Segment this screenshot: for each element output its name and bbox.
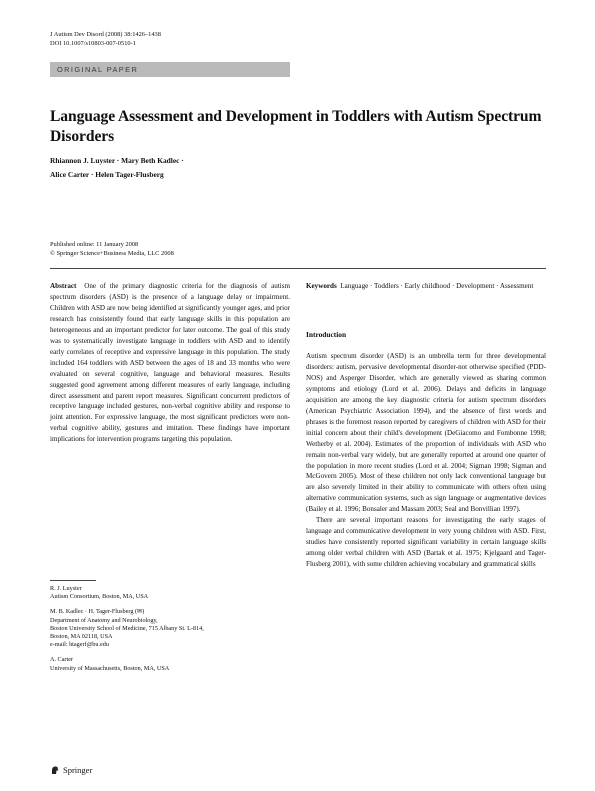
affiliations — [50, 585, 290, 680]
author-line-2: Alice Carter · Helen Tager-Flusberg — [50, 169, 164, 179]
affiliation-2-school: Boston University School of Medicine, 715 Albany St. L-814, — [50, 624, 204, 632]
keywords-text: Language · Toddlers · Early childhood · Development · Assessment — [340, 282, 534, 290]
keywords-label: Keywords — [306, 282, 337, 290]
article-type-banner: ORIGINAL PAPER — [50, 62, 290, 77]
springer-horse-icon — [50, 765, 60, 775]
doi: DOI 10.1007/s10803-007-0510-1 — [50, 40, 136, 47]
section-heading-introduction: Introduction — [306, 330, 347, 339]
journal-citation: J Autism Dev Disord (2008) 38:1426–1438 — [50, 31, 161, 38]
publisher-name: Springer — [63, 765, 93, 775]
affiliation-rule — [50, 580, 96, 581]
header-rule — [50, 268, 546, 269]
affiliation-2-name: M. B. Kadlec · H. Tager-Flusberg (✉) — [50, 608, 145, 616]
author-list — [50, 154, 350, 181]
email-label: e-mail: — [50, 641, 68, 649]
affiliation-2-dept: Department of Anatomy and Neurobiology, — [50, 616, 158, 624]
paper-title: Language Assessment and Development in Toddlers with Autism Spectrum Disorders — [50, 108, 542, 145]
affiliation-3-name: A. Carter — [50, 656, 74, 664]
intro-paragraph-2: There are several important reasons for investigating the early stages of language and communicative development in very young children with ASD. First, studies have consistently reported significant variability in certain language skills among older verbal children with ASD (Bartak et al. 1975; Kjelgaard and Tager-Flusberg 2001), with some children achieving vocabulary and grammatical skills — [306, 516, 546, 569]
abstract-label: Abstract — [50, 282, 77, 290]
publisher-logo — [50, 765, 92, 775]
email-link[interactable]: htagerf@bu.edu — [69, 641, 109, 649]
affiliation-3-org: University of Massachusetts, Boston, MA, USA — [50, 664, 170, 672]
intro-paragraph-1: Autism spectrum disorder (ASD) is an umbrella term for three developmental disorders: autism, pervasive developmental disorder-not otherwise specified (PDD-NOS) and Asperger Disorder, which are generally viewed as sharing common symptoms and etiology (Lord et al. 2006). Delays and deficits in language acquisition are among the key diagnostic criteria for autism spectrum disorders (American Psychiatric Association 1994), and the absence of first words and phrases is the foremost reason reported by caregivers of children with ASD for their initial concern about their child's development (DeGiacomo and Fombonne 1998; Wetherby et al. 2004). Estimates of the proportion of individuals with ASD who remain non-verbal vary widely, but are generally reported at around one quarter of the population in more recent studies (Lord et al. 2004; Sigman 1998; Sigman and McGovern 2005). Most of these children not only lack conventional language but are also severely limited in their ability to communicate with others often using alternative communication systems, such as sign language or augmentative devices (Bailey et al. 1996; Bonsaler and Massam 2003; Seal and Bonvillian 1997). — [306, 352, 546, 514]
affiliation-1-name: R. J. Luyster — [50, 585, 82, 592]
affiliation-2-city: Boston, MA 02118, USA — [50, 633, 113, 641]
abstract-text: One of the primary diagnostic criteria for the diagnosis of autism spectrum disorders (ASD) is the presence of a language delay or impairment. Children with ASD are now being identified at significantly younger ages, and prior research has consistently found that early language skills in this population are heterogeneous and an important predictor for later outcome. The goal of this study was to systematically investigate language in toddlers with ASD and to identify early correlates of receptive and expressive language in this population. The study included 164 toddlers with ASD between the ages of 18 and 33 months who were evaluated on several cognitive, language and behavioral measures. Results suggested good agreement among different measures of early language, including direct assessment and parent report measures. Significant concurrent predictors of receptive language included gestures, non-verbal cognitive ability and response to joint attention. For expressive language, the most significant predictors were non-verbal cognitive ability, gestures and imitation. These findings have important implications for intervention programs targeting this population. — [50, 282, 291, 444]
author-line-1: Rhiannon J. Luyster · Mary Beth Kadlec · — [50, 156, 184, 165]
introduction-body — [306, 351, 546, 570]
keywords — [306, 281, 546, 292]
affiliation-1-org: Autism Consortium, Boston, MA, USA — [50, 593, 149, 601]
abstract — [50, 281, 290, 445]
copyright: © Springer Science+Business Media, LLC 2008 — [50, 250, 174, 257]
published-date: Published online: 11 January 2008 — [50, 241, 139, 248]
